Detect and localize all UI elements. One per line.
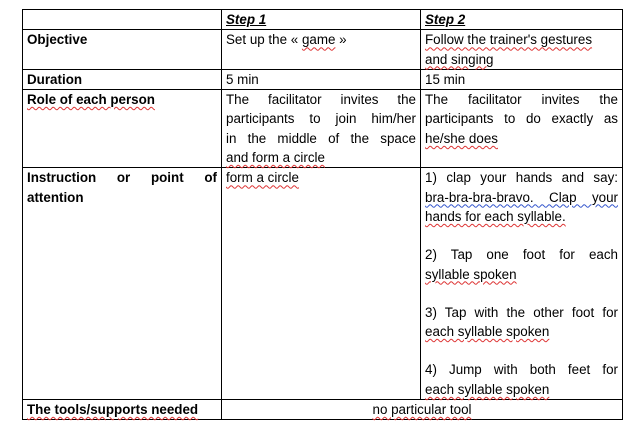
duration-label: Duration: [23, 69, 222, 89]
step2-header: Step 2: [421, 10, 623, 30]
instruction-step1: form a circle: [222, 168, 421, 400]
header-empty-cell: [23, 10, 222, 30]
instruction-label: Instruction or point of attention: [23, 168, 222, 400]
header-row: [23, 10, 623, 30]
instruction-row: [23, 168, 623, 400]
duration-step2: 15 min: [421, 69, 623, 89]
tools-label: The tools/supports needed: [23, 400, 222, 420]
activity-table: [22, 9, 623, 420]
role-step1: The facilitator invites the participants to join him/her in the middle of the space and form a circle: [222, 90, 421, 168]
role-label: Role of each person: [23, 90, 222, 168]
objective-row: [23, 30, 623, 70]
instruction-step2: 1) clap your hands and say: bra-bra-bra-bravo. Clap your hands for each syllable. 2) Tap one foot for each syllable spoken 3) Tap with the other foot for each syllable spoken 4) Jump with both feet for each syllable spoken: [421, 168, 623, 400]
role-row: [23, 90, 623, 168]
objective-label: Objective: [23, 30, 222, 70]
duration-step1: 5 min: [222, 69, 421, 89]
tools-value: no particular tool: [222, 400, 623, 420]
tools-row: [23, 400, 623, 420]
role-step2: The facilitator invites the participants to do exactly as he/she does: [421, 90, 623, 168]
step1-header: Step 1: [222, 10, 421, 30]
duration-row: [23, 69, 623, 89]
objective-step1: Set up the « game »: [222, 30, 421, 70]
objective-step2: Follow the trainer's gestures and singing: [421, 30, 623, 70]
